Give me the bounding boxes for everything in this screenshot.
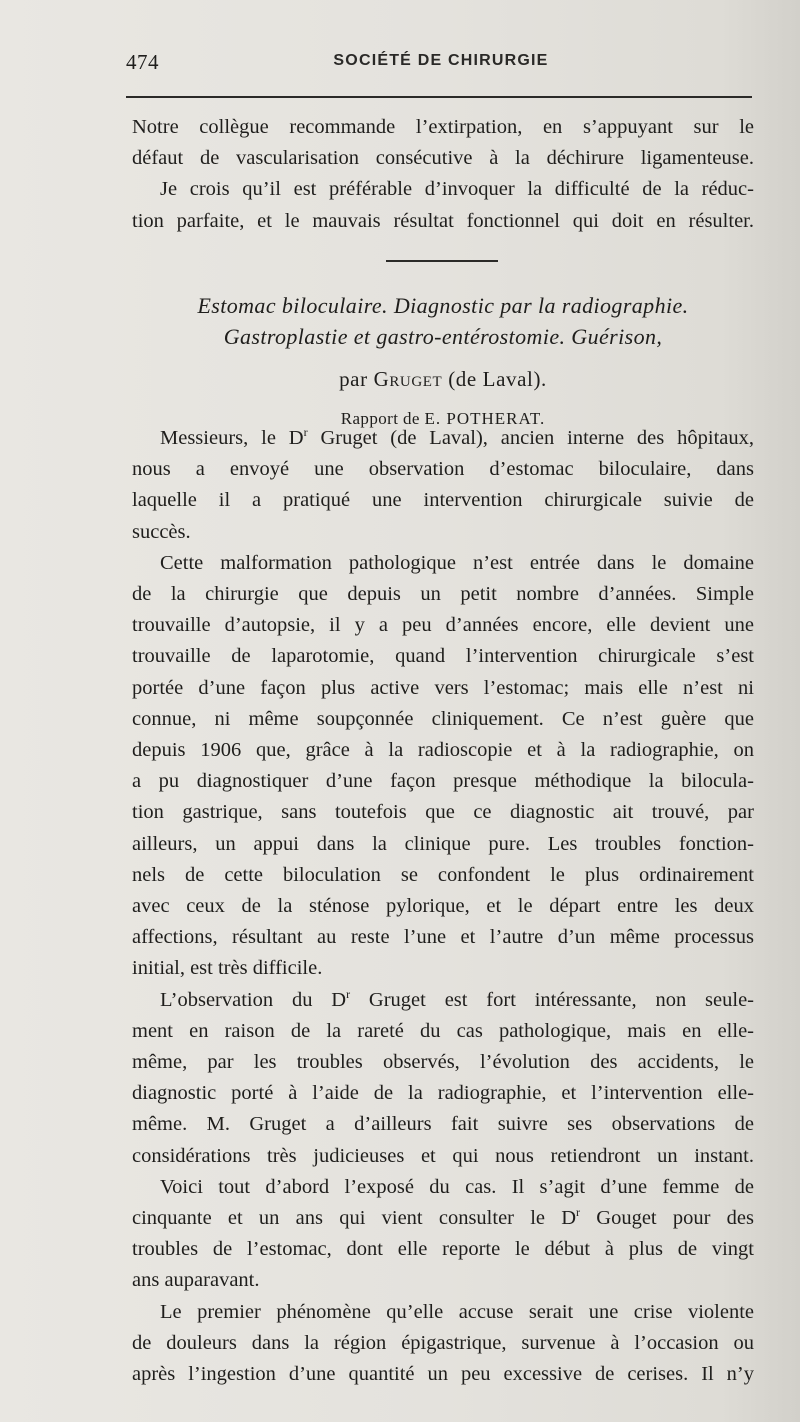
text-line: affections, résultant au reste l’une et l’autre d’un même processus (132, 926, 754, 949)
text-line: même, par les troubles observés, l’évolution des accidents, le (132, 1051, 754, 1074)
text-line: Je crois qu’il est préférable d’invoquer la difficulté de la réduc- (160, 178, 754, 201)
text-line: portée d’une façon plus active vers l’estomac; mais elle n’est ni (132, 676, 754, 699)
text-line: Notre collègue recommande l’extirpation, en s’appuyant sur le (132, 116, 754, 138)
author-prefix: par (339, 367, 368, 391)
text-line: défaut de vascularisation consécutive à la déchirure ligamenteuse. (132, 147, 754, 170)
author-name: Gruget (373, 367, 443, 391)
text-line: de la chirurgie que depuis un petit nombre d’années. Simple (132, 583, 754, 606)
text-line: trouvaille de laparotomie, quand l’intervention chirurgicale s’est (132, 645, 754, 668)
report-prefix: Rapport de (340, 409, 420, 428)
text-line: avec ceux de la sténose pylorique, et le départ entre les deux (132, 895, 754, 918)
page-header (126, 50, 756, 74)
report-author: E. POTHERAT. (424, 409, 546, 428)
author-suffix: (de Laval). (448, 367, 547, 391)
text-line: Voici tout d’abord l’exposé du cas. Il s’agit d’une femme de (160, 1175, 754, 1198)
text-line: succès. (132, 520, 191, 543)
text-line: connue, ni même soupçonnée cliniquement. Ce n’est guère que (132, 707, 754, 730)
intro-paragraph (132, 112, 754, 237)
text-line: de douleurs dans la région épigastrique, survenue à l’occasion ou (132, 1331, 754, 1354)
text-line: cinquante et un ans qui vient consulter le $D^r$ Gouget pour des (132, 1205, 754, 1230)
paragraph-1 (132, 423, 754, 548)
paragraph-3 (132, 985, 754, 1172)
article-title-line: Gastroplastie et gastro-entérostomie. Guérison, (223, 324, 663, 349)
text-line: après l’ingestion d’une quantité un peu excessive de cerises. Il n’y (132, 1363, 754, 1386)
section-divider (386, 260, 498, 262)
text-line: diagnostic porté à l’aide de la radiographie, et l’intervention elle- (132, 1082, 754, 1105)
page-number: 474 (126, 50, 159, 74)
header-rule (126, 96, 752, 98)
running-head: SOCIÉTÉ DE CHIRURGIE (333, 52, 549, 69)
text-line: ailleurs, un appui dans la clinique pure. Les troubles fonction- (132, 832, 754, 855)
text-line: tion gastrique, sans toutefois que ce diagnostic ait trouvé, par (132, 801, 754, 824)
text-line: tion parfaite, et le mauvais résultat fonctionnel qui doit en résulter. (132, 209, 754, 232)
paragraph-5 (132, 1297, 754, 1391)
text-line: a pu diagnostiquer d’une façon presque méthodique la bilocula- (132, 770, 754, 793)
article-title-block (132, 290, 754, 432)
text-line: ans auparavant. (132, 1269, 260, 1292)
text-line: Cette malformation pathologique n’est entrée dans le domaine (160, 551, 754, 574)
text-line: considérations très judicieuses et qui nous retiendront un instant. (132, 1144, 754, 1167)
text-line: L’observation du $D^r$ Gruget est fort intéressante, non seule- (160, 986, 754, 1011)
text-line: trouvaille d’autopsie, il y a peu d’années encore, elle devient une (132, 614, 754, 637)
text-line: nels de cette biloculation se confondent le plus ordinairement (132, 863, 754, 886)
body-text (132, 423, 754, 1390)
text-line: laquelle il a pratiqué une intervention chirurgicale suivie de (132, 489, 754, 512)
text-line: troubles de l’estomac, dont elle reporte le début à plus de vingt (132, 1238, 754, 1261)
text-line: Le premier phénomène qu’elle accuse serait une crise violente (160, 1300, 754, 1323)
text-line: ment en raison de la rareté du cas pathologique, mais en elle- (132, 1019, 754, 1042)
paragraph-4 (132, 1172, 754, 1297)
text-line: Messieurs, le $D^r$ Gruget (de Laval), ancien interne des hôpitaux, (160, 425, 754, 449)
text-line: initial, est très difficile. (132, 957, 323, 980)
article-title-line: Estomac biloculaire. Diagnostic par la radiographie. (197, 293, 689, 318)
text-line: depuis 1906 que, grâce à la radioscopie et à la radiographie, on (132, 739, 754, 762)
text-line: nous a envoyé une observation d’estomac biloculaire, dans (132, 458, 754, 481)
paragraph-2 (132, 548, 754, 985)
text-line: même. M. Gruget a d’ailleurs fait suivre ses observations de (132, 1113, 754, 1136)
author-line (132, 364, 754, 394)
